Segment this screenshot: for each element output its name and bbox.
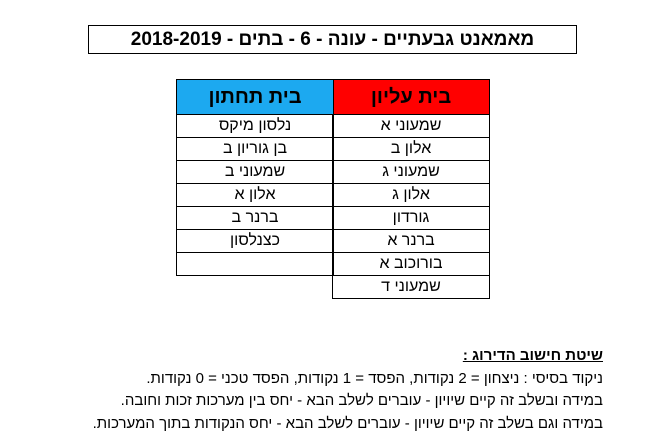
upper-house-team: שמעוני א	[332, 115, 490, 138]
upper-house-team: ברנר א	[332, 230, 490, 253]
lower-house-team: נלסון מיקס	[176, 115, 334, 138]
upper-house-table	[332, 79, 490, 299]
scoring-rules-title: שיטת חישוב הדירוג :	[462, 347, 603, 364]
upper-house-team: שמעוני ג	[332, 161, 490, 184]
lower-house-team: כצנלסון	[176, 230, 334, 253]
upper-house-header: בית עליון	[332, 79, 490, 115]
upper-house-column	[332, 79, 490, 299]
lower-house-team: אלון א	[176, 184, 334, 207]
scoring-rule-line: ניקוד בסיסי : ניצחון = 2 נקודות, הפסד = 1 נקודות, הפסד טכני = 0 נקודות.	[146, 369, 603, 387]
lower-house-team: ברנר ב	[176, 207, 334, 230]
page-title: מאמאנט גבעתיים - עונה - 6 - בתים - 2018-2019	[88, 25, 577, 54]
upper-house-team: שמעוני ד	[332, 276, 490, 299]
lower-house-team: בן גוריון ב	[176, 138, 334, 161]
lower-house-column	[176, 79, 334, 276]
scoring-rule-line: במידה וגם בשלב זה קיים שיויון - עוברים לשלב הבא - יחס הנקודות בתוך המערכות.	[92, 414, 603, 432]
scoring-rule-line: במידה ובשלב זה קיים שיויון - עוברים לשלב הבא - יחס בין מערכות זכות וחובה.	[120, 392, 603, 409]
upper-house-team: אלון ב	[332, 138, 490, 161]
upper-house-team: בורוכוב א	[332, 253, 490, 276]
upper-house-team: אלון ג	[332, 184, 490, 207]
lower-house-table	[176, 79, 334, 276]
lower-house-header: בית תחתון	[176, 79, 334, 115]
lower-house-team: שמעוני ב	[176, 161, 334, 184]
lower-house-empty-cell	[176, 253, 334, 276]
upper-house-team: גורדון	[332, 207, 490, 230]
scoring-rules	[43, 345, 603, 435]
